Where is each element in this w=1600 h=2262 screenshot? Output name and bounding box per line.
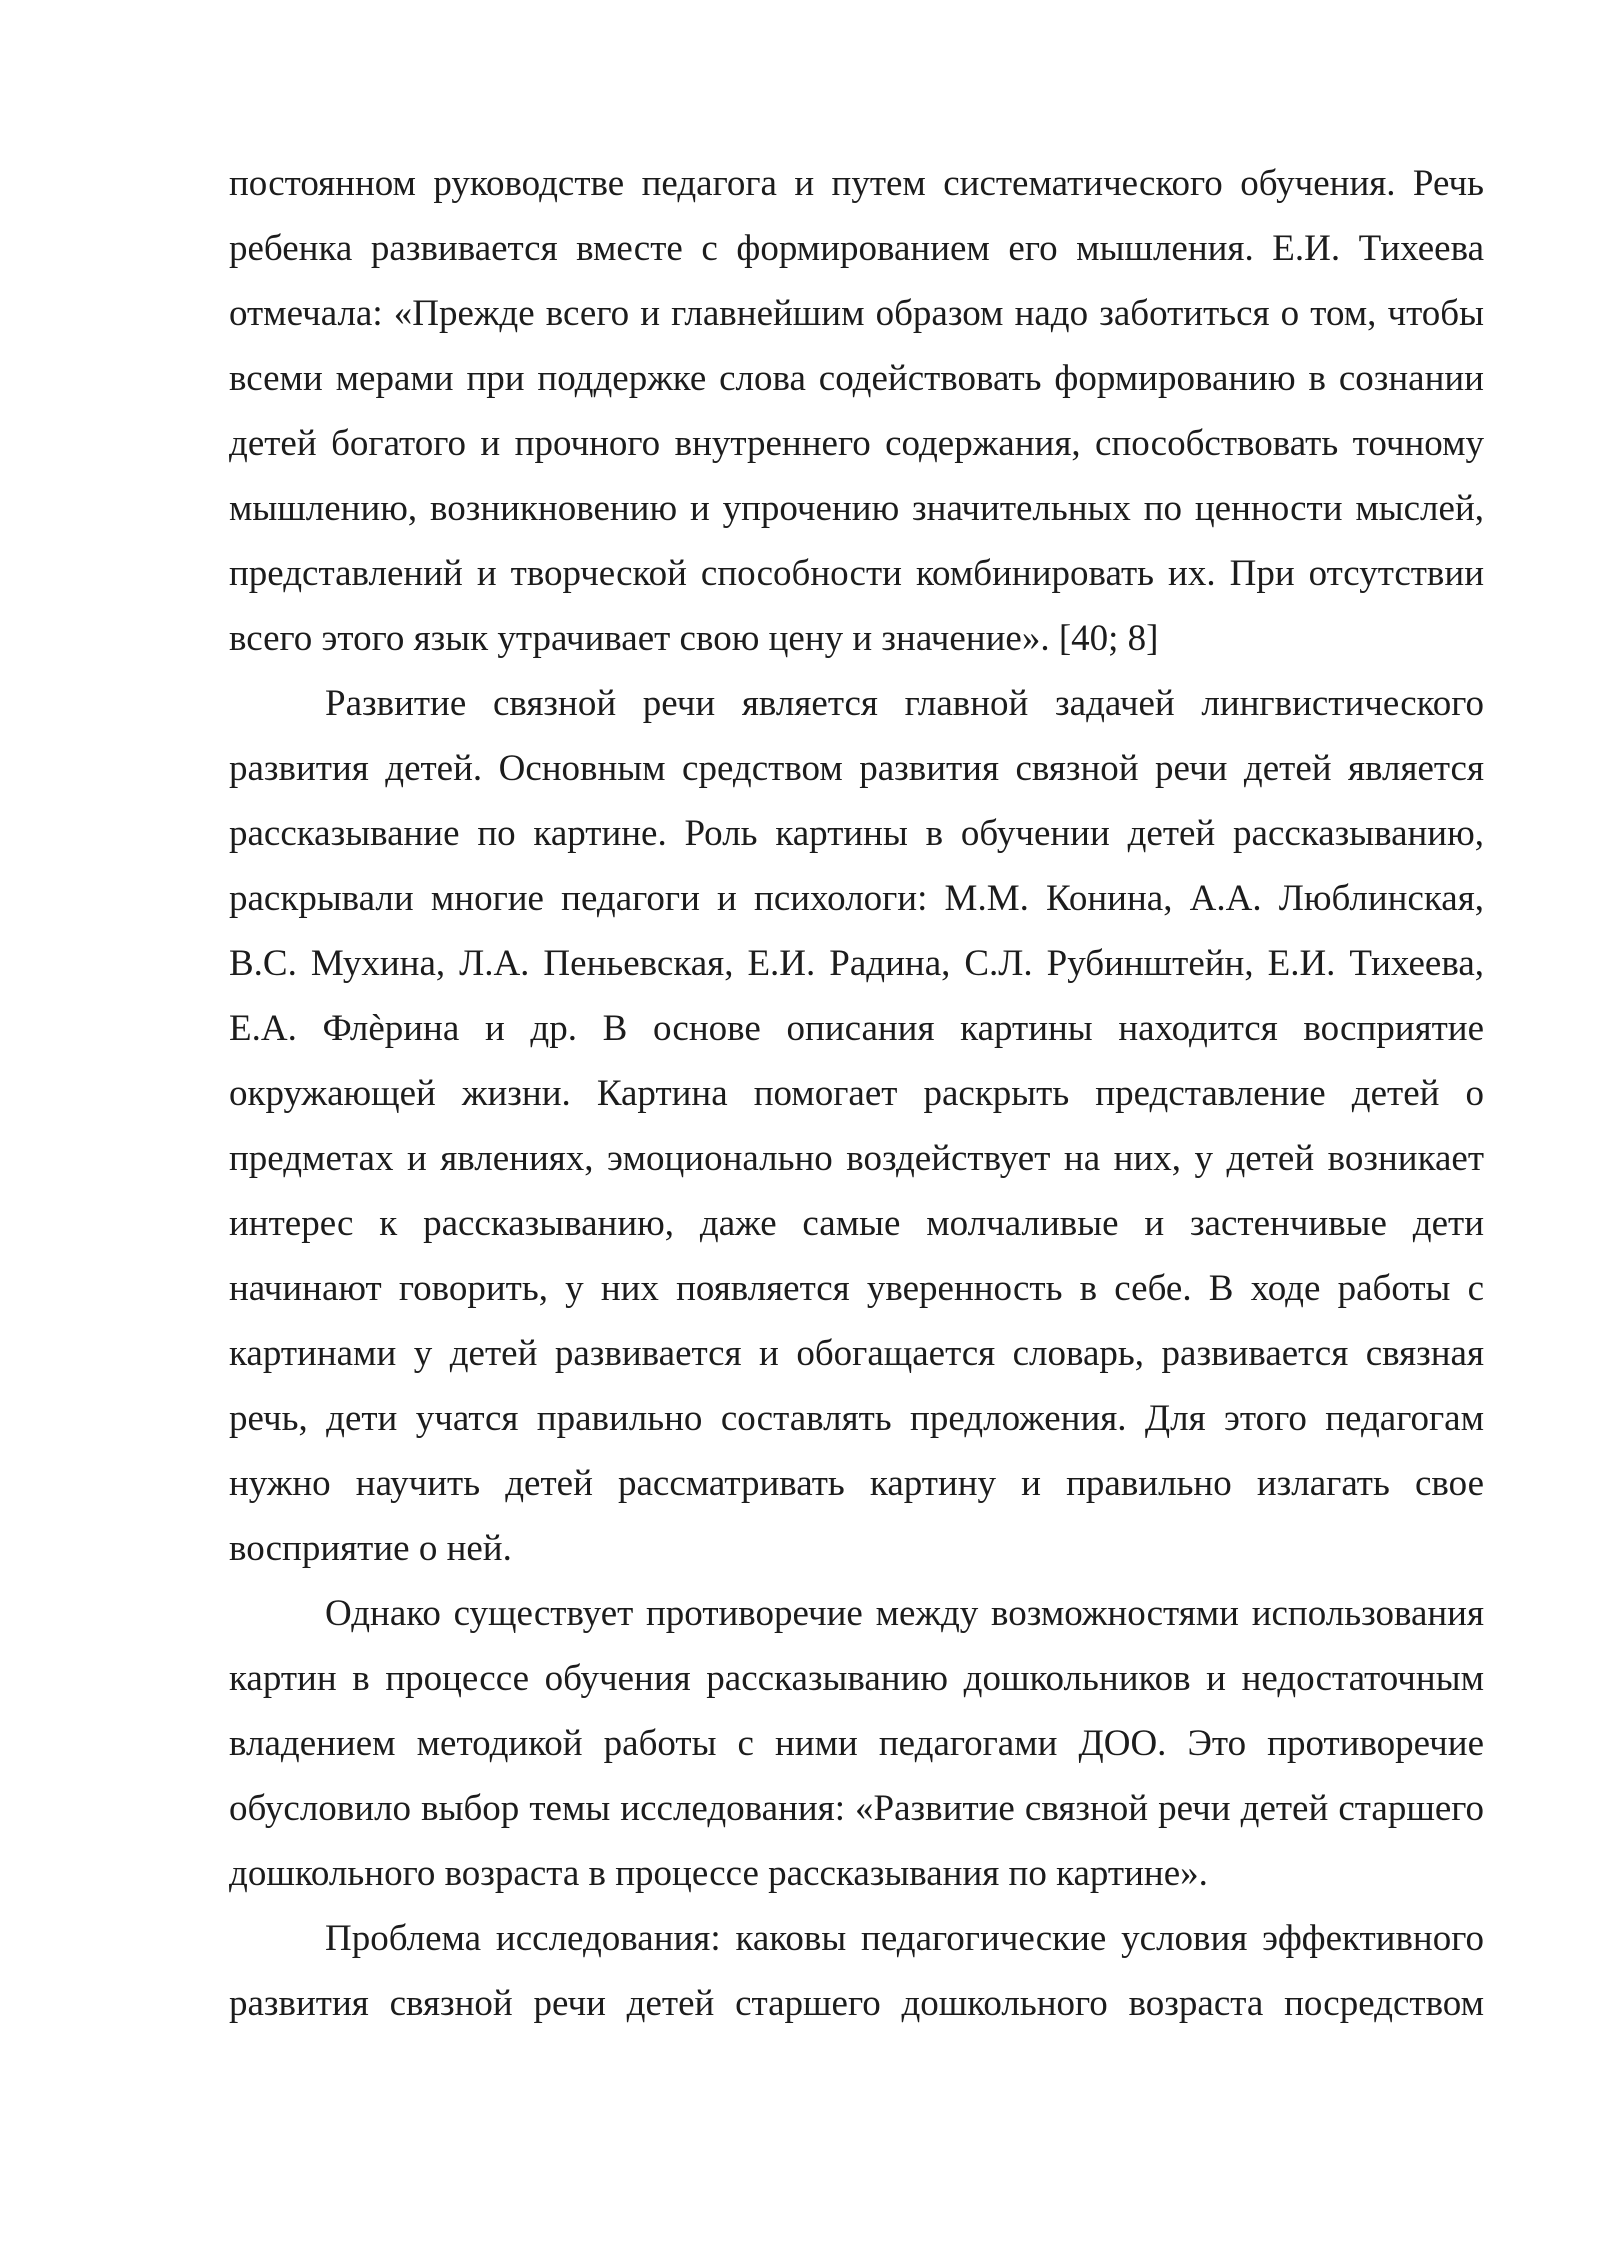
paragraph-connected-speech: Развитие связной речи является главной задачей лингвистического развития детей. Основным средством развития связной речи детей является рассказывание по картине. Роль картины в обучении детей рассказыванию, раскрывали многие педагоги и психологи: М.М. Конина, А.А. Люблинская, В.С. Мухина, Л.А. Пеньевская, Е.И. Радина, С.Л. Рубинштейн, Е.И. Тихеева, Е.А. Флѐрина и др. В основе описания картины находится восприятие окружающей жизни. Картина помогает раскрыть представление детей о предметах и явлениях, эмоционально воздействует на них, у детей возникает интерес к рассказыванию, даже самые молчаливые и застенчивые дети начинают говорить, у них появляется уверенность в себе. В ходе работы с картинами у детей развивается и обогащается словарь, развивается связная речь, дети учатся правильно составлять предложения. Для этого педагогам нужно научить детей рассматривать картину и правильно излагать свое восприятие о ней. <box>229 683 1484 1569</box>
paragraph-research-problem: Проблема исследования: каковы педагогические условия эффективного развития связной речи детей старшего дошкольного возраста посредством <box>229 1918 1484 2024</box>
paragraph-contradiction: Однако существует противоречие между возможностями использования картин в процессе обучения рассказыванию дошкольников и недостаточным владением методикой работы с ними педагогами ДОО. Это противоречие обусловило выбор темы исследования: «Развитие связной речи детей старшего дошкольного возраста в процессе рассказывания по картине». <box>229 1593 1484 1894</box>
paragraph-tikheeva-quote: постоянном руководстве педагога и путем систематического обучения. Речь ребенка развивается вместе с формированием его мышления. Е.И. Тихеева отмечала: «Прежде всего и главнейшим образом надо заботиться о том, чтобы всеми мерами при поддержке слова содействовать формированию в сознании детей богатого и прочного внутреннего содержания, способствовать точному мышлению, возникновению и упрочению значительных по ценности мыслей, представлений и творческой способности комбинировать их. При отсутствии всего этого язык утрачивает свою цену и значение». [40; 8] <box>229 163 1484 659</box>
document-body <box>229 151 1484 2036</box>
